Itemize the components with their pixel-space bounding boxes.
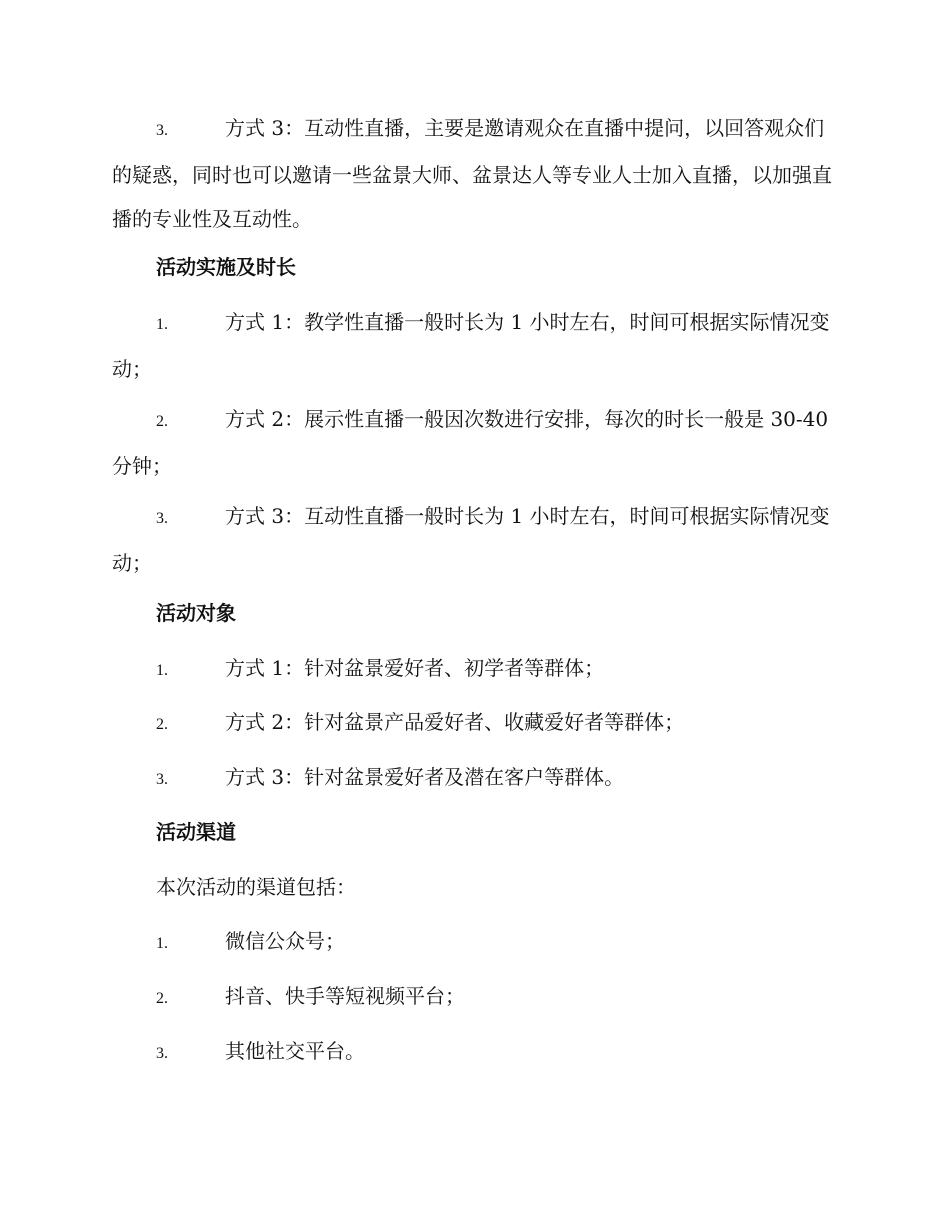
list-number: 1. bbox=[156, 935, 168, 952]
list-item bbox=[112, 397, 836, 488]
list-item-text: 方式 2：针对盆景产品爱好者、收藏爱好者等群体； bbox=[225, 710, 685, 734]
section-heading-channels: 活动渠道 bbox=[156, 820, 236, 844]
channels-intro: 本次活动的渠道包括： bbox=[156, 875, 356, 899]
list-item bbox=[112, 1029, 836, 1076]
section-heading-audience: 活动对象 bbox=[156, 601, 236, 625]
list-number: 2. bbox=[156, 990, 168, 1007]
list-number: 3. bbox=[156, 122, 168, 139]
list-item bbox=[112, 919, 836, 966]
list-number: 1. bbox=[156, 662, 168, 679]
list-item-text: 其他社交平台。 bbox=[225, 1039, 365, 1063]
section-heading-duration: 活动实施及时长 bbox=[156, 255, 296, 279]
list-item bbox=[112, 700, 836, 747]
list-item bbox=[112, 300, 836, 391]
list-item-text: 微信公众号； bbox=[225, 929, 345, 953]
list-item-text: 方式 1：针对盆景爱好者、初学者等群体； bbox=[225, 656, 605, 680]
list-number: 1. bbox=[156, 316, 168, 333]
list-number: 3. bbox=[156, 1045, 168, 1062]
list-item bbox=[112, 974, 836, 1021]
list-item bbox=[112, 646, 836, 693]
list-number: 2. bbox=[156, 716, 168, 733]
list-number: 2. bbox=[156, 413, 168, 430]
list-item-text: 方式 3：互动性直播一般时长为 1 小时左右，时间可根据实际情况变动； bbox=[112, 504, 830, 575]
list-item-text: 方式 3：针对盆景爱好者及潜在客户等群体。 bbox=[225, 765, 625, 789]
list-item bbox=[112, 755, 836, 802]
list-item bbox=[112, 494, 836, 585]
list-number: 3. bbox=[156, 510, 168, 527]
list-item-text: 方式 1：教学性直播一般时长为 1 小时左右，时间可根据实际情况变动； bbox=[112, 310, 830, 381]
list-item-text: 方式 3：互动性直播，主要是邀请观众在直播中提问，以回答观众们的疑惑，同时也可以邀请一些盆景大师、盆景达人等专业人士加入直播，以加强直播的专业性及互动性。 bbox=[112, 116, 832, 231]
list-item-text: 方式 2：展示性直播一般因次数进行安排，每次的时长一般是 30-40 分钟； bbox=[112, 407, 829, 478]
list-number: 3. bbox=[156, 771, 168, 788]
list-item-text: 抖音、快手等短视频平台； bbox=[225, 984, 465, 1008]
list-item bbox=[112, 106, 836, 241]
